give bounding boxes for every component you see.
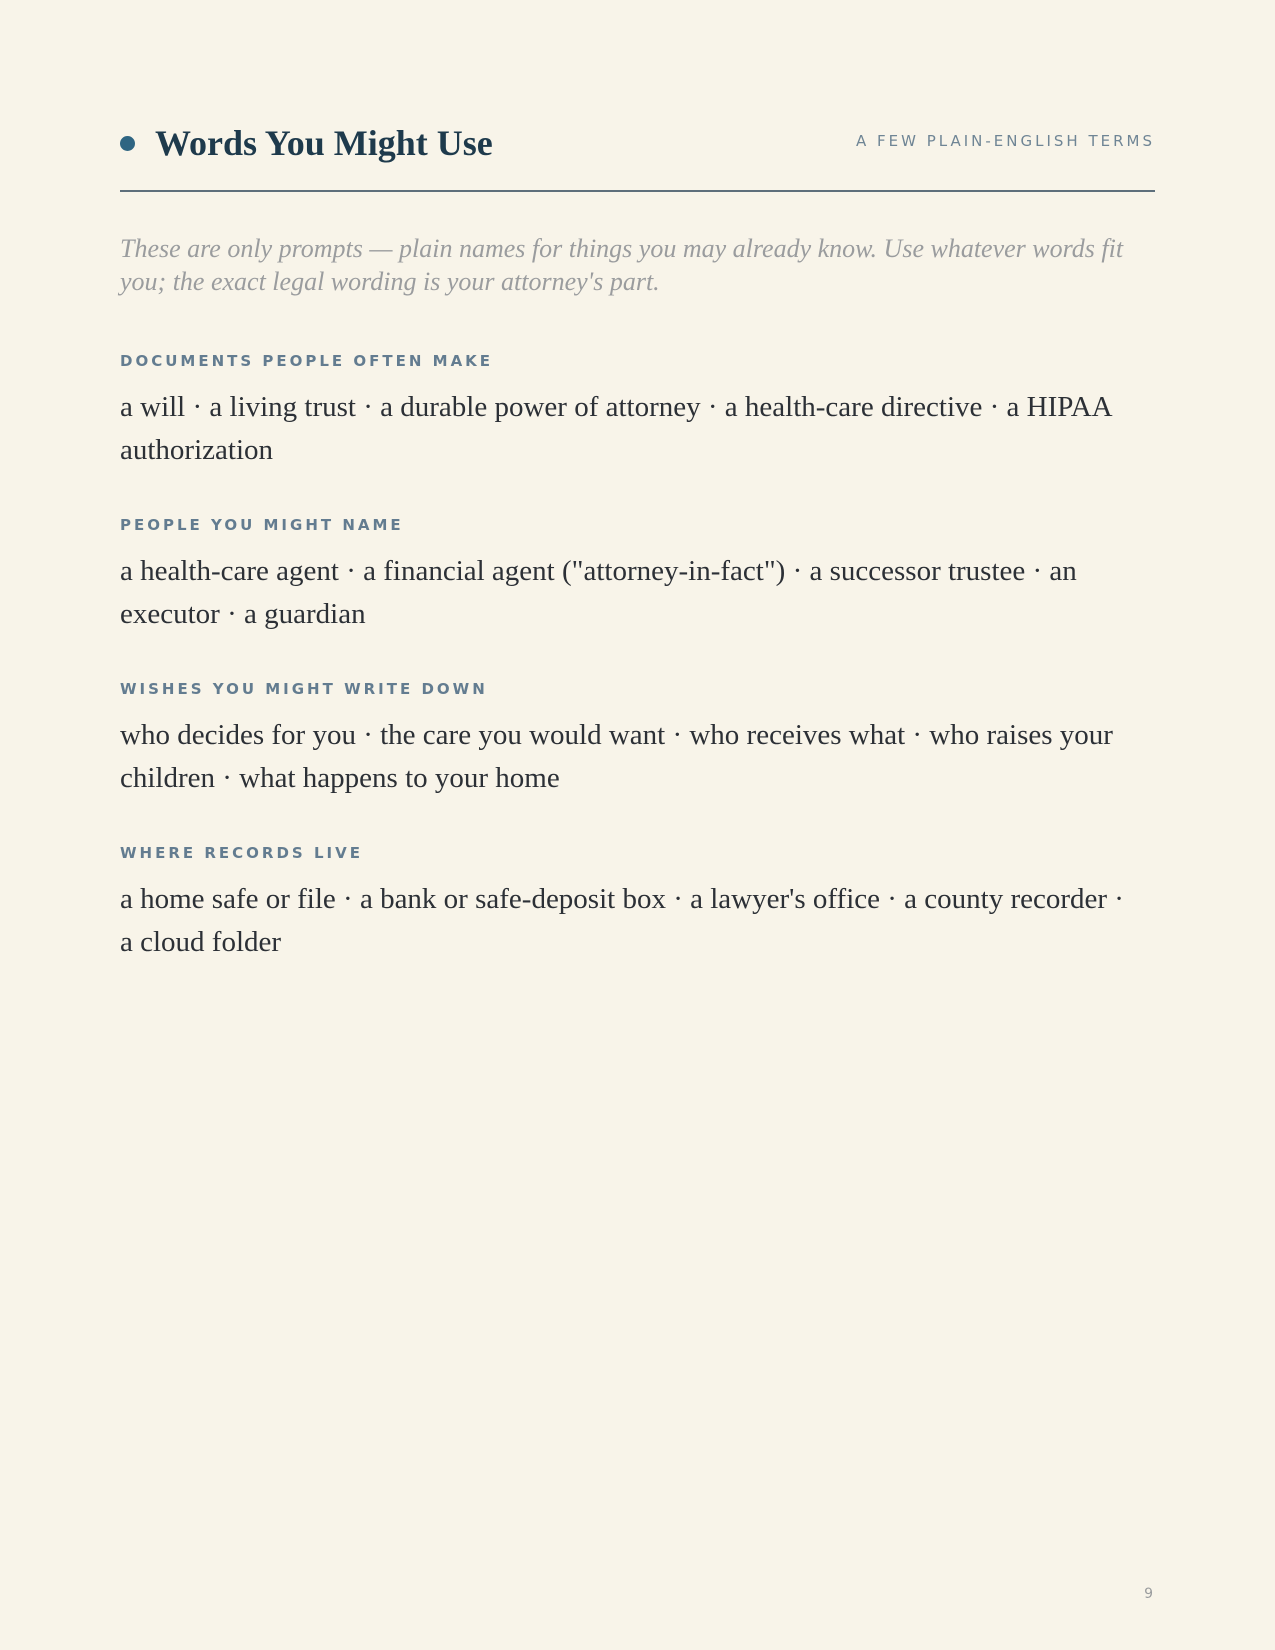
bullet-dot-icon <box>120 136 135 151</box>
page-kicker: A FEW PLAIN-ENGLISH TERMS <box>856 132 1155 150</box>
section-people <box>120 514 1155 636</box>
page-number: 9 <box>1144 1586 1153 1602</box>
section-label: WISHES YOU MIGHT WRITE DOWN <box>120 680 488 698</box>
section-label: DOCUMENTS PEOPLE OFTEN MAKE <box>120 352 494 370</box>
section-body: who decides for you · the care you would want · who receives what · who raises your children · what happens to your home <box>120 719 1113 794</box>
intro-note: These are only prompts — plain names for things you may already know. Use whatever words fit you; the exact legal wording is your attorney's part. <box>120 234 1124 296</box>
section-label: PEOPLE YOU MIGHT NAME <box>120 516 404 534</box>
section-records <box>120 842 1155 964</box>
page-header <box>120 118 1155 192</box>
section-body: a will · a living trust · a durable power of attorney · a health-care directive · a HIPAA authorization <box>120 391 1112 466</box>
section-label: WHERE RECORDS LIVE <box>120 844 363 862</box>
section-wishes <box>120 678 1155 800</box>
page-title: Words You Might Use <box>155 123 493 163</box>
section-documents <box>120 350 1155 472</box>
section-body: a health-care agent · a financial agent ("attorney-in-fact") · a successor trustee · an executor · a guardian <box>120 555 1077 630</box>
section-body: a home safe or file · a bank or safe-deposit box · a lawyer's office · a county recorder · a cloud folder <box>120 883 1124 958</box>
